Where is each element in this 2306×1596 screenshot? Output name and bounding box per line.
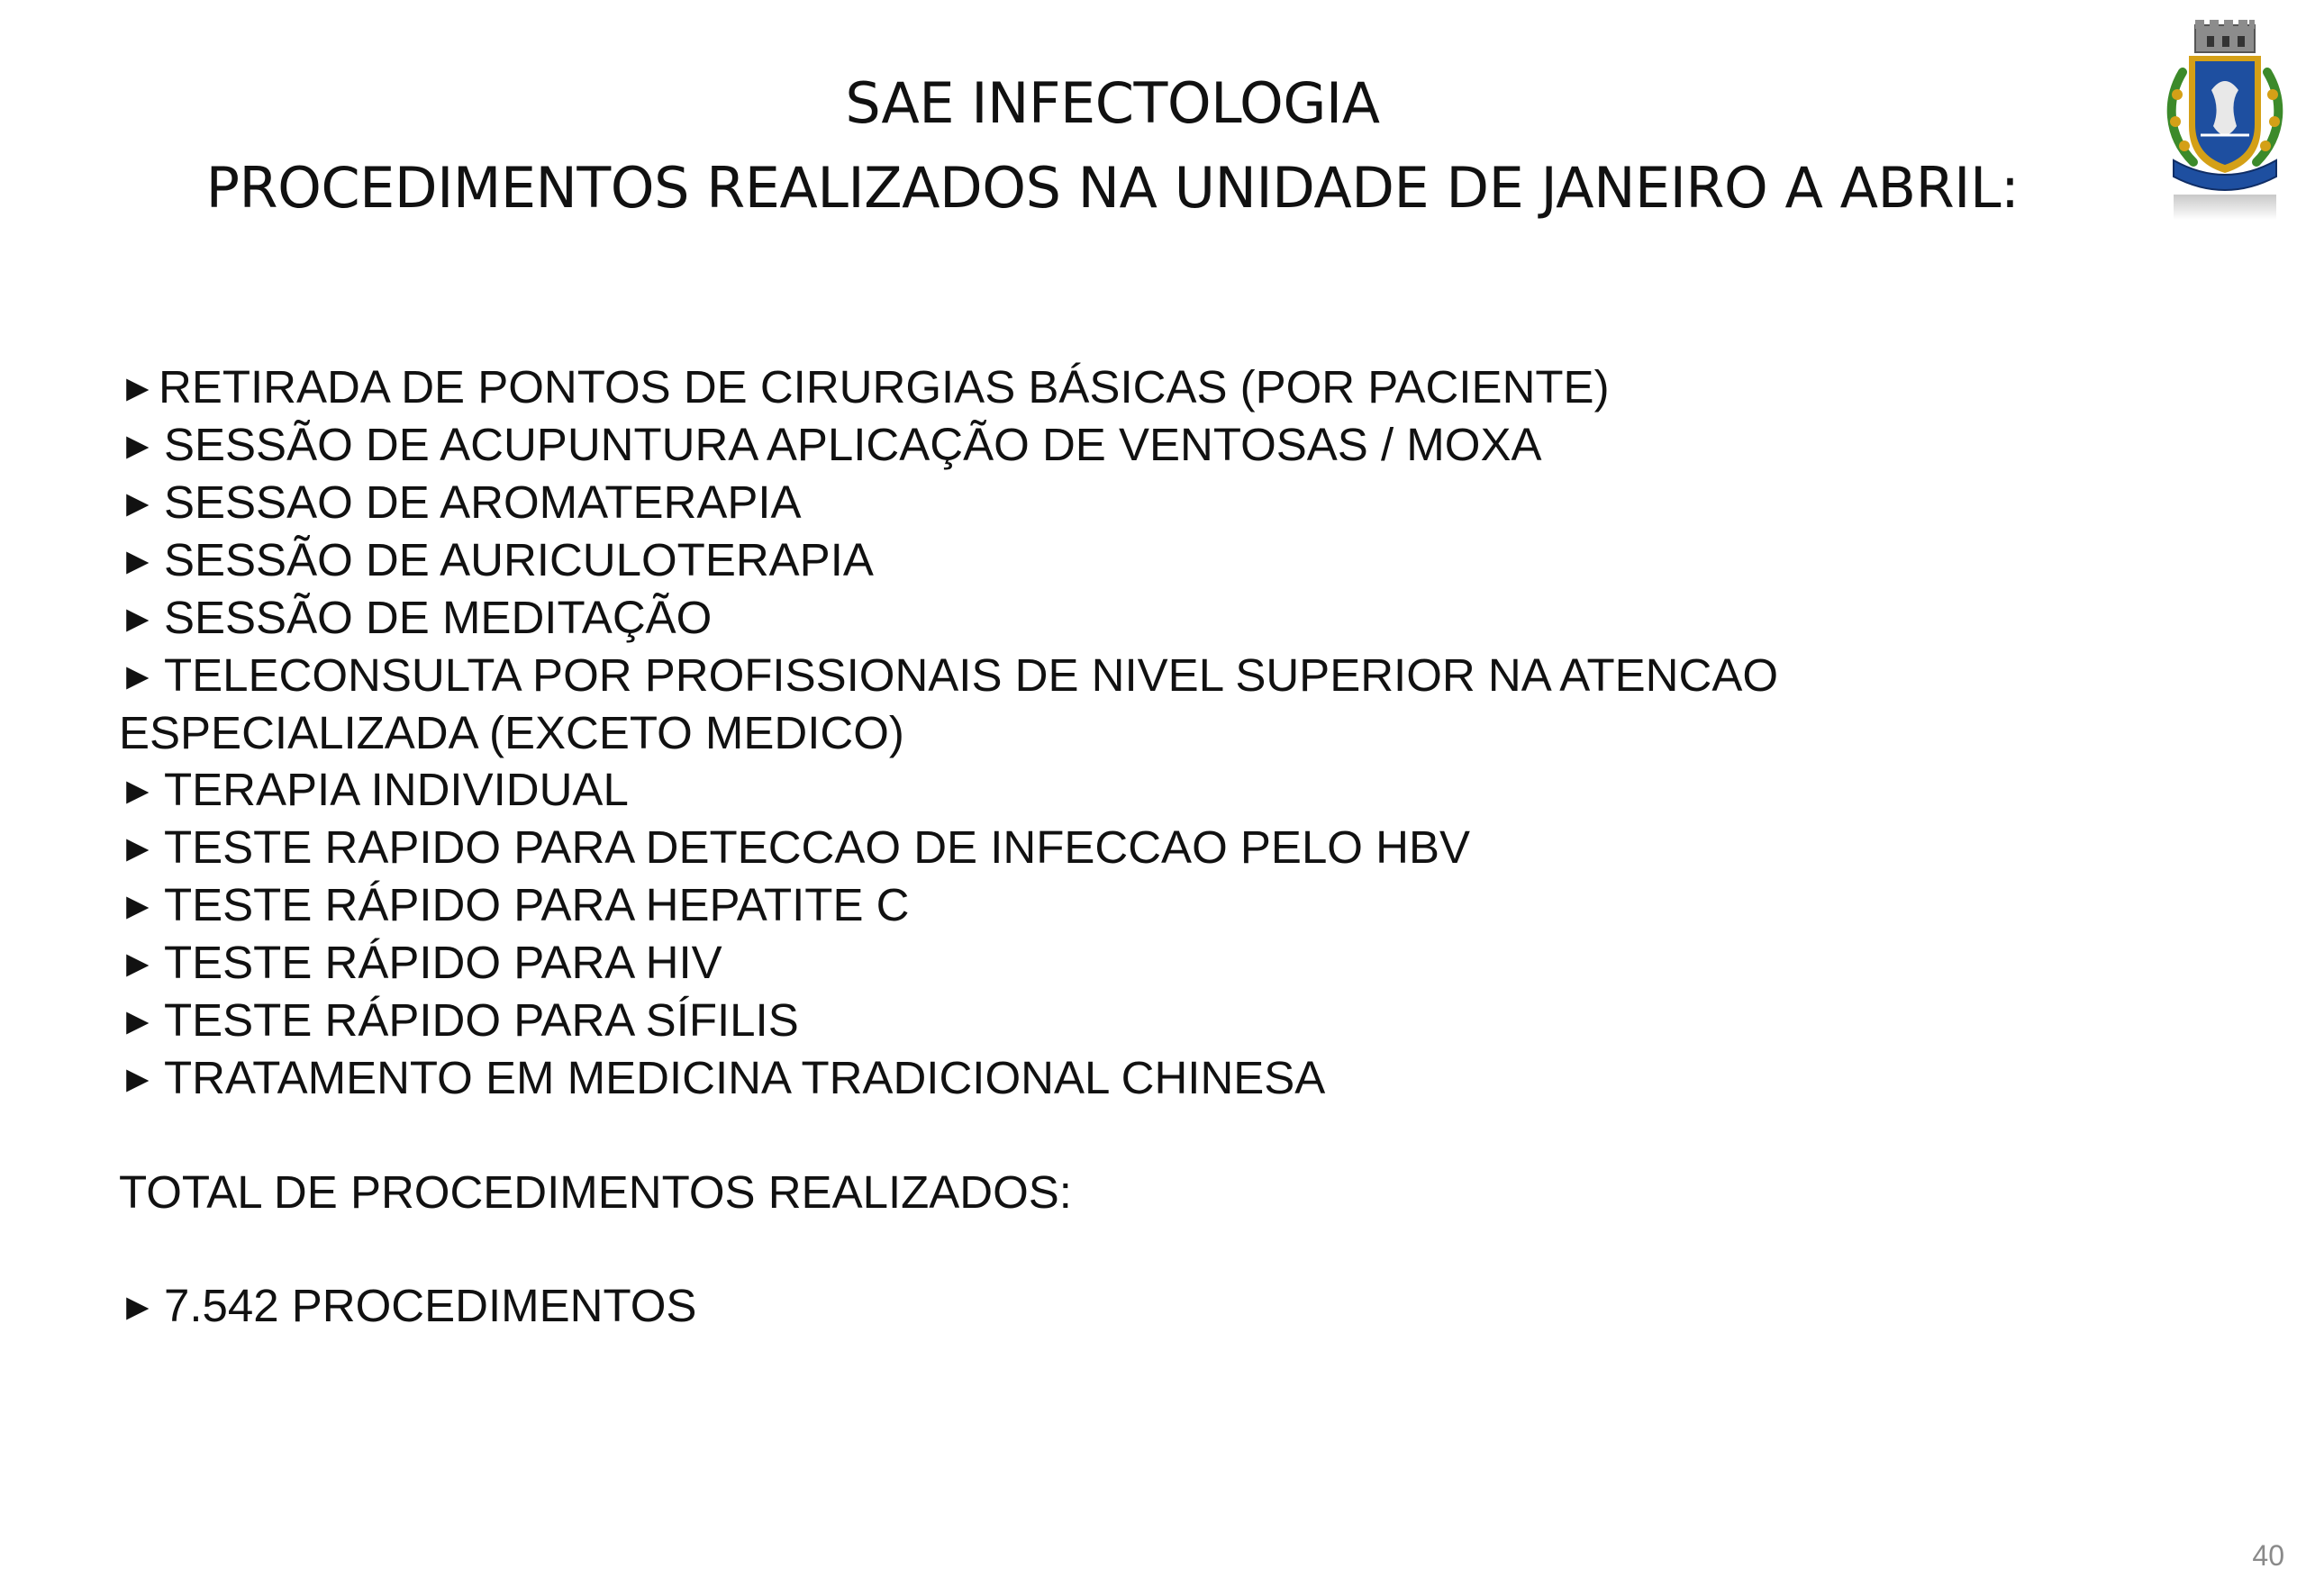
list-item: ► TESTE RÁPIDO PARA HEPATITE C — [119, 876, 2191, 934]
list-item: ► TRATAMENTO EM MEDICINA TRADICIONAL CHINESA — [119, 1049, 2191, 1107]
list-item: ► TESTE RÁPIDO PARA HIV — [119, 934, 2191, 992]
list-item: ► TELECONSULTA POR PROFISSIONAIS DE NIVEL SUPERIOR NA ATENCAO ESPECIALIZADA (EXCETO MEDICO) — [119, 649, 1779, 758]
bullet-icon: ► — [119, 367, 157, 409]
list-item: ► SESSÃO DE MEDITAÇÃO — [119, 589, 2191, 647]
bullet-icon: ► — [119, 827, 157, 869]
bullet-icon: ► — [119, 1057, 157, 1100]
slide-subtitle: PROCEDIMENTOS REALIZADOS NA UNIDADE DE JANEIRO A ABRIL: — [205, 155, 2020, 221]
list-item: ► TESTE RAPIDO PARA DETECCAO DE INFECCAO PELO HBV — [119, 819, 2191, 876]
list-item: ► SESSÃO DE ACUPUNTURA APLICAÇÃO DE VENTOSAS / MOXA — [119, 416, 2191, 474]
bullet-icon: ► — [119, 482, 157, 524]
list-item: ► SESSAO DE AROMATERAPIA — [119, 474, 2191, 531]
list-item: ► TERAPIA INDIVIDUAL — [119, 761, 2191, 819]
bullet-icon: ► — [119, 769, 157, 812]
page-number: 40 — [2252, 1539, 2284, 1572]
bullet-icon: ► — [119, 424, 157, 467]
total-label: TOTAL DE PROCEDIMENTOS REALIZADOS: — [119, 1166, 1072, 1218]
bullet-icon: ► — [119, 884, 157, 927]
list-item: ► SESSÃO DE AURICULOTERAPIA — [119, 531, 2191, 589]
bullet-icon: ► — [119, 655, 157, 697]
list-item: ►RETIRADA DE PONTOS DE CIRURGIAS BÁSICAS (POR PACIENTE) — [119, 358, 2191, 416]
bullet-icon: ► — [119, 1285, 157, 1328]
list-item: ► TESTE RÁPIDO PARA SÍFILIS — [119, 992, 2191, 1049]
bullet-icon: ► — [119, 942, 157, 984]
municipal-coat-of-arms-icon — [2157, 18, 2292, 221]
bullet-icon: ► — [119, 1000, 157, 1042]
total-value: ► 7.542 PROCEDIMENTOS — [119, 1277, 2191, 1335]
bullet-icon: ► — [119, 540, 157, 582]
procedures-list — [119, 358, 2191, 1335]
bullet-icon: ► — [119, 597, 157, 639]
slide-title: SAE INFECTOLOGIA — [845, 70, 1380, 136]
